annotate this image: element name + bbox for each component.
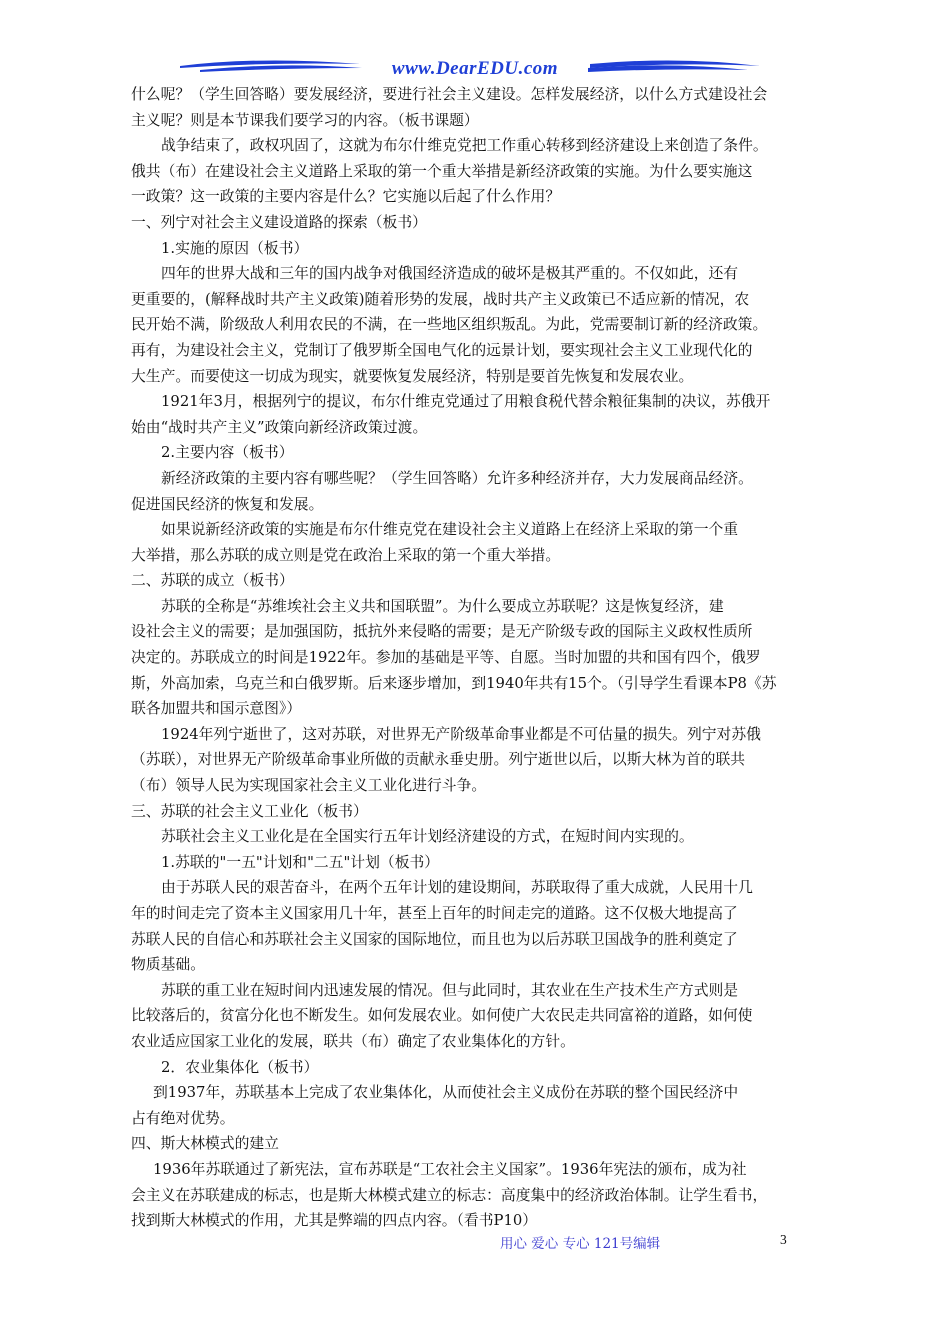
page-number: 3 [780, 1232, 787, 1247]
text-line: 苏联人民的自信心和苏联社会主义国家的国际地位，而且也为以后苏联卫国战争的胜利奠定了 [131, 930, 738, 948]
section-heading: 四、斯大林模式的建立 [131, 1135, 279, 1153]
subsection-heading: 1.苏联的"一五"计划和"二五"计划（板书） [161, 853, 440, 871]
text-line: 更重要的，(解释战时共产主义政策)随着形势的发展，战时共产主义政策已不适应新的情况，农 [131, 290, 750, 308]
text-line: 始由“战时共产主义”政策向新经济政策过渡。 [131, 418, 428, 436]
section-heading: 一、列宁对社会主义建设道路的探索（板书） [131, 213, 427, 231]
text-line: 苏联社会主义工业化是在全国实行五年计划经济建设的方式，在短时间内实现的。 [161, 828, 694, 846]
text-line: 找到斯大林模式的作用，尤其是弊端的四点内容。（看书P10） [131, 1212, 538, 1230]
text-line: 比较落后的，贫富分化也不断发生。如何发展农业。如何使广大农民走共同富裕的道路，如何使 [131, 1007, 753, 1025]
text-line: （布）领导人民为实现国家社会主义工业化进行斗争。 [131, 777, 487, 795]
text-line: 苏联的全称是“苏维埃社会主义共和国联盟”。为什么要成立苏联呢？这是恢复经济，建 [161, 597, 724, 615]
text-line: 新经济政策的主要内容有哪些呢？（学生回答略）允许多种经济并存，大力发展商品经济。 [161, 469, 753, 487]
text-line: 1924年列宁逝世了，这对苏联，对世界无产阶级革命事业都是不可估量的损失。列宁对苏俄 [161, 725, 761, 743]
section-heading: 三、苏联的社会主义工业化（板书） [131, 802, 368, 820]
text-line: 由于苏联人民的艰苦奋斗，在两个五年计划的建设期间，苏联取得了重大成就，人民用十几 [161, 879, 753, 897]
text-line: 占有绝对优势。 [131, 1109, 235, 1127]
text-line: 促进国民经济的恢复和发展。 [131, 495, 324, 513]
text-line: 物质基础。 [131, 956, 205, 974]
text-line: 如果说新经济政策的实施是布尔什维克党在建设社会主义道路上在经济上采取的第一个重 [161, 521, 739, 539]
subsection-heading: 1.实施的原因（板书） [161, 239, 309, 257]
text-line: 设社会主义的需要；是加强国防，抵抗外来侵略的需要；是无产阶级专政的国际主义政权性质所 [131, 623, 753, 641]
text-line: 主义呢？则是本节课我们要学习的内容。（板书课题） [131, 111, 479, 129]
text-line: 什么呢？（学生回答略）要发展经济，要进行社会主义建设。怎样发展经济，以什么方式建设社会 [131, 86, 768, 103]
text-line: 大生产。而要使这一切成为现实，就要恢复发展经济，特别是要首先恢复和发展农业。 [131, 367, 694, 385]
subsection-heading: 2．农业集体化（板书） [161, 1058, 319, 1076]
text-line: 农业适应国家工业化的发展，联共（布）确定了农业集体化的方针。 [131, 1032, 575, 1050]
text-line: 决定的。苏联成立的时间是1922年。参加的基础是平等、自愿。当时加盟的共和国有四个，俄罗 [131, 649, 761, 667]
text-line: 大举措，那么苏联的成立则是党在政治上采取的第一个重大举措。 [131, 546, 561, 564]
text-line: 民开始不满，阶级敌人利用农民的不满，在一些地区组织叛乱。为此，党需要制订新的经济政策。 [131, 316, 768, 334]
footer-editor-note: 用心 爱心 专心 121号编辑 [500, 1236, 661, 1252]
text-line: 1921年3月，根据列宁的提议，布尔什维克党通过了用粮食税代替余粮征集制的决议，苏俄开 [161, 393, 771, 411]
text-line: 再有，为建设社会主义，党制订了俄罗斯全国电气化的远景计划，要实现社会主义工业现代化的 [131, 341, 753, 359]
text-line: 一政策？这一政策的主要内容是什么？它实施以后起了什么作用？ [131, 188, 561, 206]
text-line: 俄共（布）在建设社会主义道路上采取的第一个重大举措是新经济政策的实施。为什么要实施这 [131, 162, 753, 180]
text-line: 到1937年，苏联基本上完成了农业集体化，从而使社会主义成份在苏联的整个国民经济中 [153, 1084, 739, 1102]
text-line: 年的时间走完了资本主义国家用几十年，甚至上百年的时间走完的道路。这不仅极大地提高了 [131, 905, 738, 922]
text-line: 苏联的重工业在短时间内迅速发展的情况。但与此同时，其农业在生产技术生产方式则是 [161, 981, 739, 999]
text-line: 四年的世界大战和三年的国内战争对俄国经济造成的破坏是极其严重的。不仅如此，还有 [161, 265, 739, 283]
document-body [131, 82, 821, 1234]
text-line: 会主义在苏联建成的标志，也是斯大林模式建立的标志：高度集中的经济政治体制。让学生看书， [131, 1186, 768, 1204]
text-line: 联各加盟共和国示意图》） [131, 700, 302, 718]
text-line: （苏联），对世界无产阶级革命事业所做的贡献永垂史册。列宁逝世以后，以斯大林为首的联共 [131, 751, 746, 769]
subsection-heading: 2.主要内容（板书） [161, 444, 294, 462]
section-heading: 二、苏联的成立（板书） [131, 572, 294, 590]
text-line: 战争结束了，政权巩固了，这就为布尔什维克党把工作重心转移到经济建设上来创造了条件。 [161, 137, 768, 155]
text-line: 1936年苏联通过了新宪法，宣布苏联是“工农社会主义国家”。1936年宪法的颁布，成为社 [153, 1160, 747, 1178]
site-url-logo: www.DearEDU.com [391, 58, 559, 79]
text-line: 斯，外高加索，乌克兰和白俄罗斯。后来逐步增加，到1940年共有15个。（引导学生看课本P8《苏 [131, 674, 777, 692]
